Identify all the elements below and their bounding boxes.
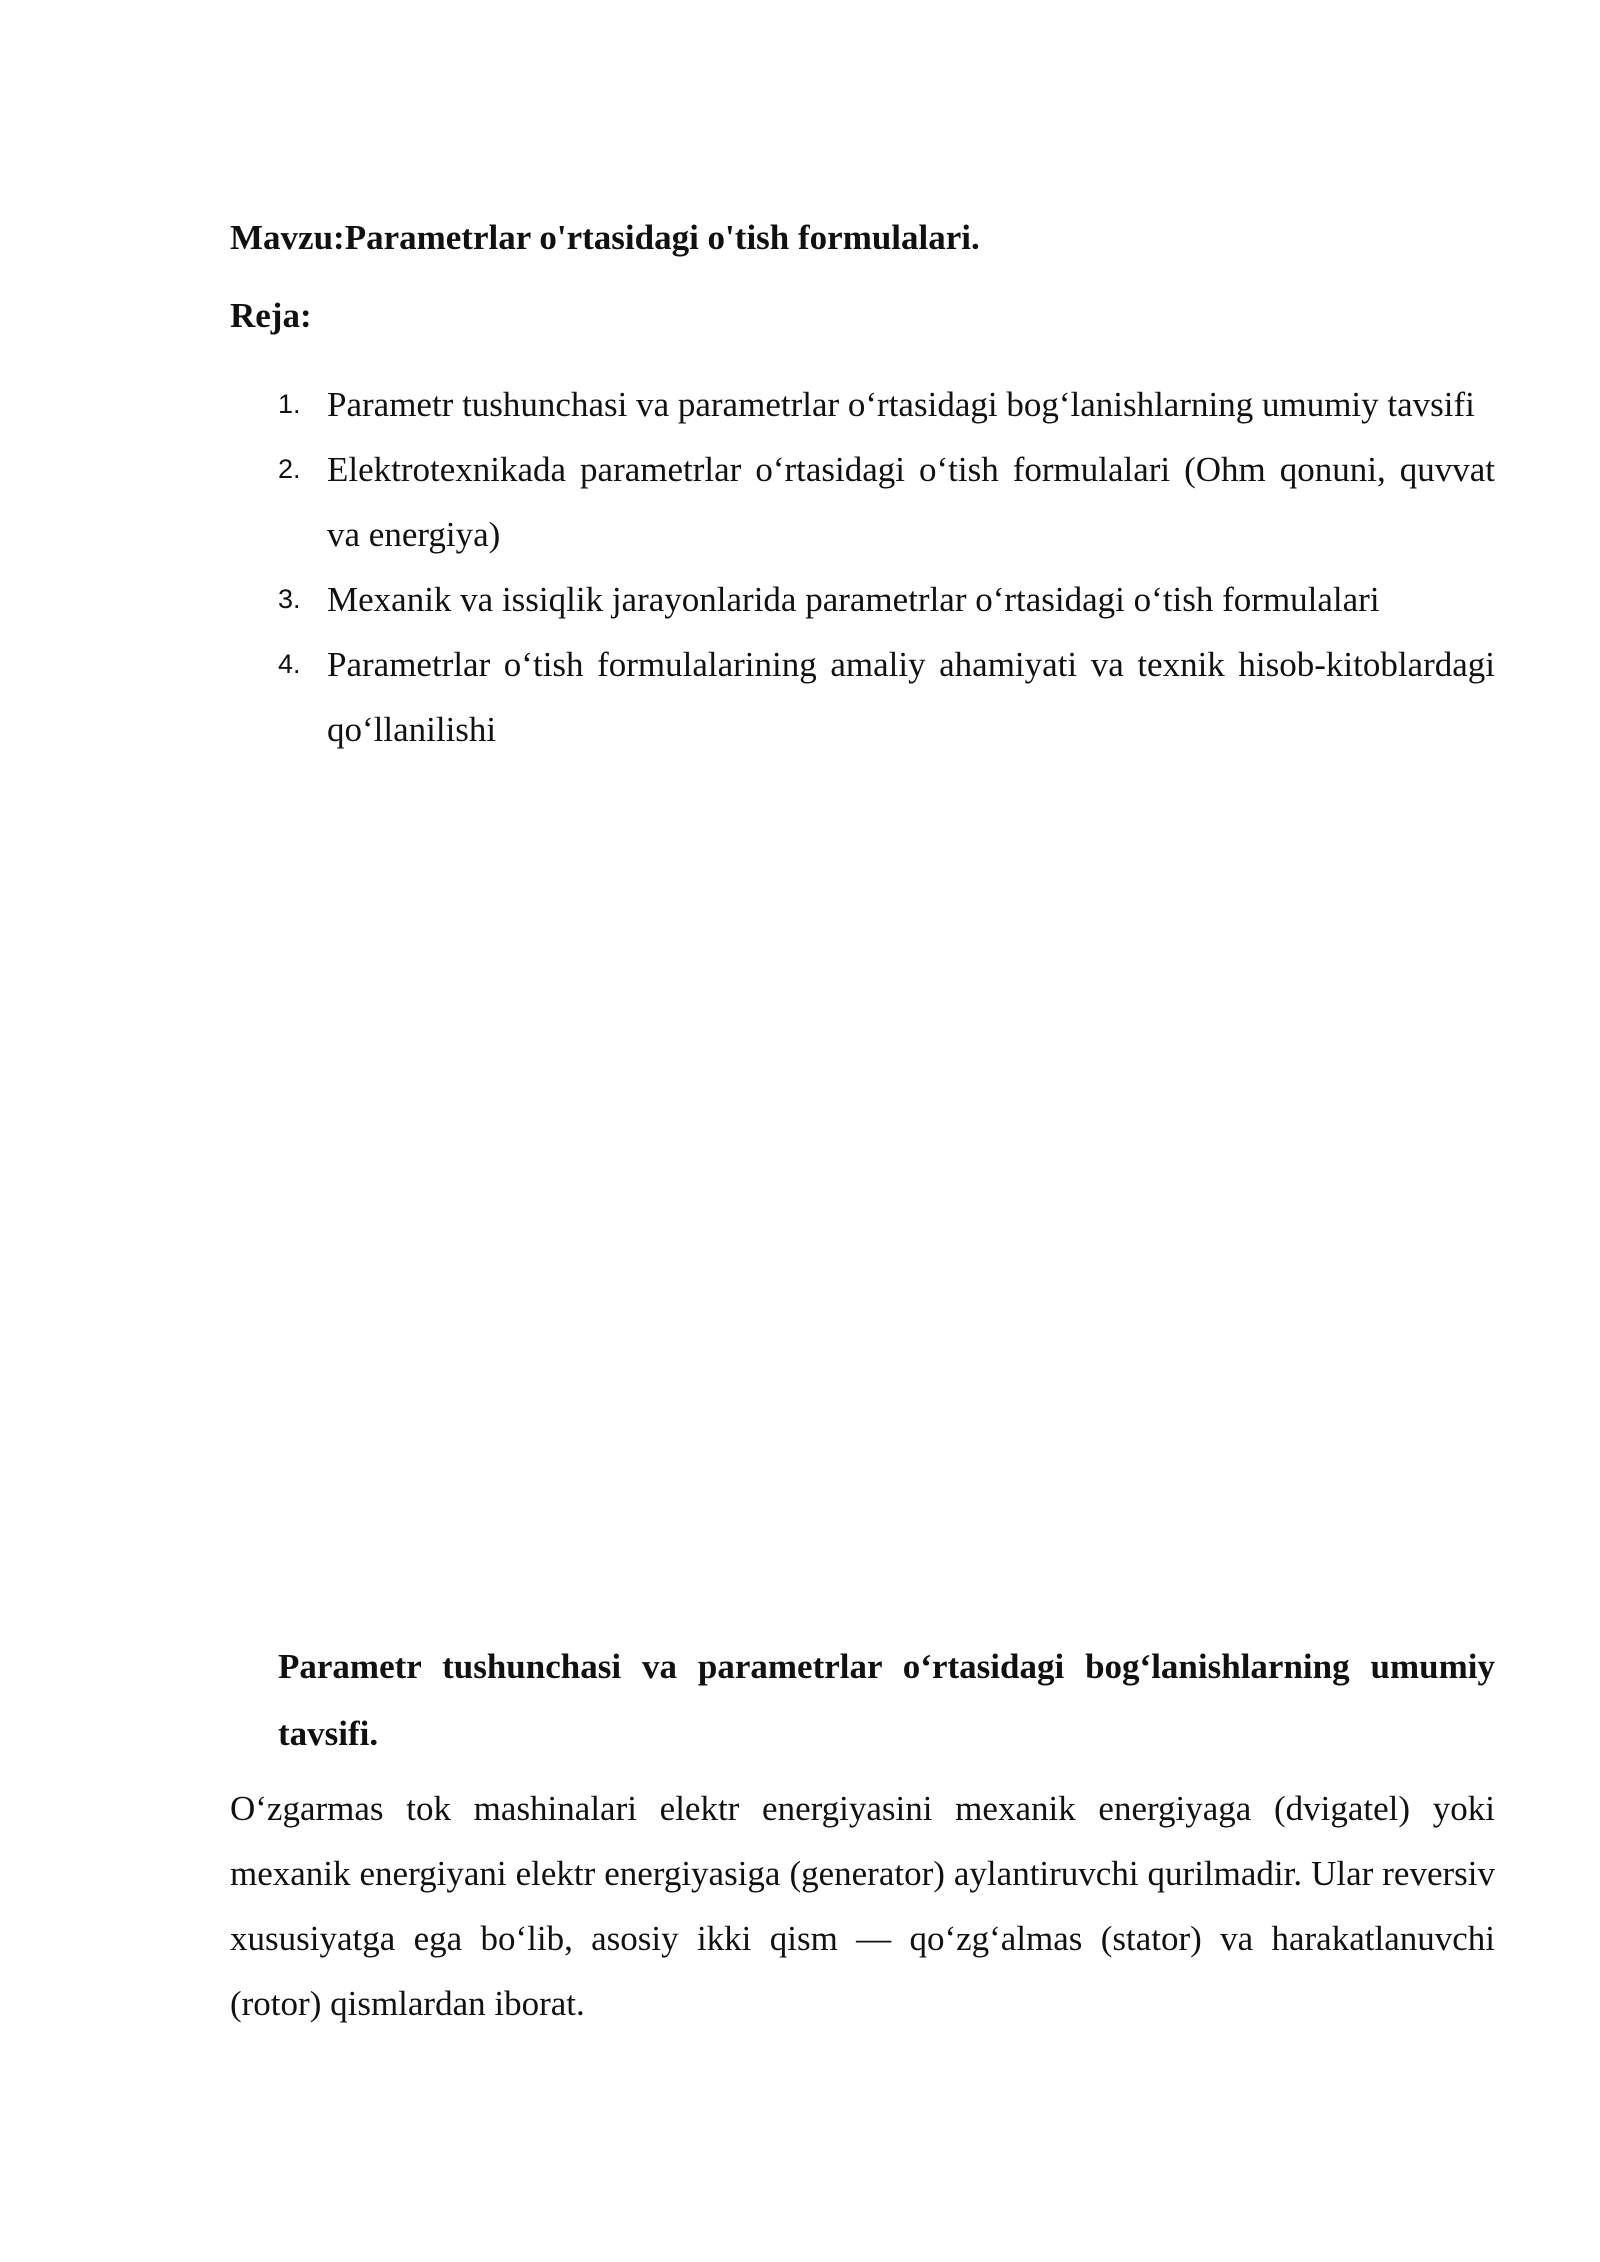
plan-item-text: Parametr tushunchasi va parametrlar o‘rtasidagi bog‘lanishlarning umumiy tavsifi (327, 385, 1475, 424)
plan-item-2 (0, 437, 1495, 567)
plan-item-text: Elektrotexnikada parametrlar o‘rtasidagi o‘tish formulalari (Ohm qonuni, quvvat va energiya) (327, 450, 1495, 554)
plan-list (0, 372, 1600, 762)
plan-item-number: 4. (278, 649, 301, 679)
body-paragraph: O‘zgarmas tok mashinalari elektr energiyasini mexanik energiyaga (dvigatel) yoki mexanik energiyani elektr energiyasiga (generator) aylantiruvchi qurilmadir. Ular reversiv xususiyatga ega bo‘lib, asosiy ikki qism — qo‘zg‘almas (stator) va harakatlanuvchi (rotor) qismlardan iborat. (230, 1789, 1495, 2023)
plan-item-text: Mexanik va issiqlik jarayonlarida parametrlar o‘rtasidagi o‘tish formulalari (327, 580, 1380, 619)
plan-item-number: 3. (278, 584, 301, 614)
plan-item-number: 1. (278, 389, 301, 419)
section-heading: Parametr tushunchasi va parametrlar o‘rtasidagi bog‘lanishlarning umumiy tavsifi. (278, 1647, 1495, 1753)
plan-item-number: 2. (278, 454, 301, 484)
plan-item-text: Parametrlar o‘tish formulalarining amaliy ahamiyati va texnik hisob-kitoblardagi qo‘llanilishi (327, 645, 1495, 749)
document-title: Mavzu:Parametrlar o'rtasidagi o'tish formulalari. (230, 218, 980, 257)
plan-item-3 (0, 567, 1495, 632)
plan-heading: Reja: (230, 296, 312, 335)
plan-item-1 (0, 372, 1495, 437)
plan-item-4 (0, 632, 1495, 762)
